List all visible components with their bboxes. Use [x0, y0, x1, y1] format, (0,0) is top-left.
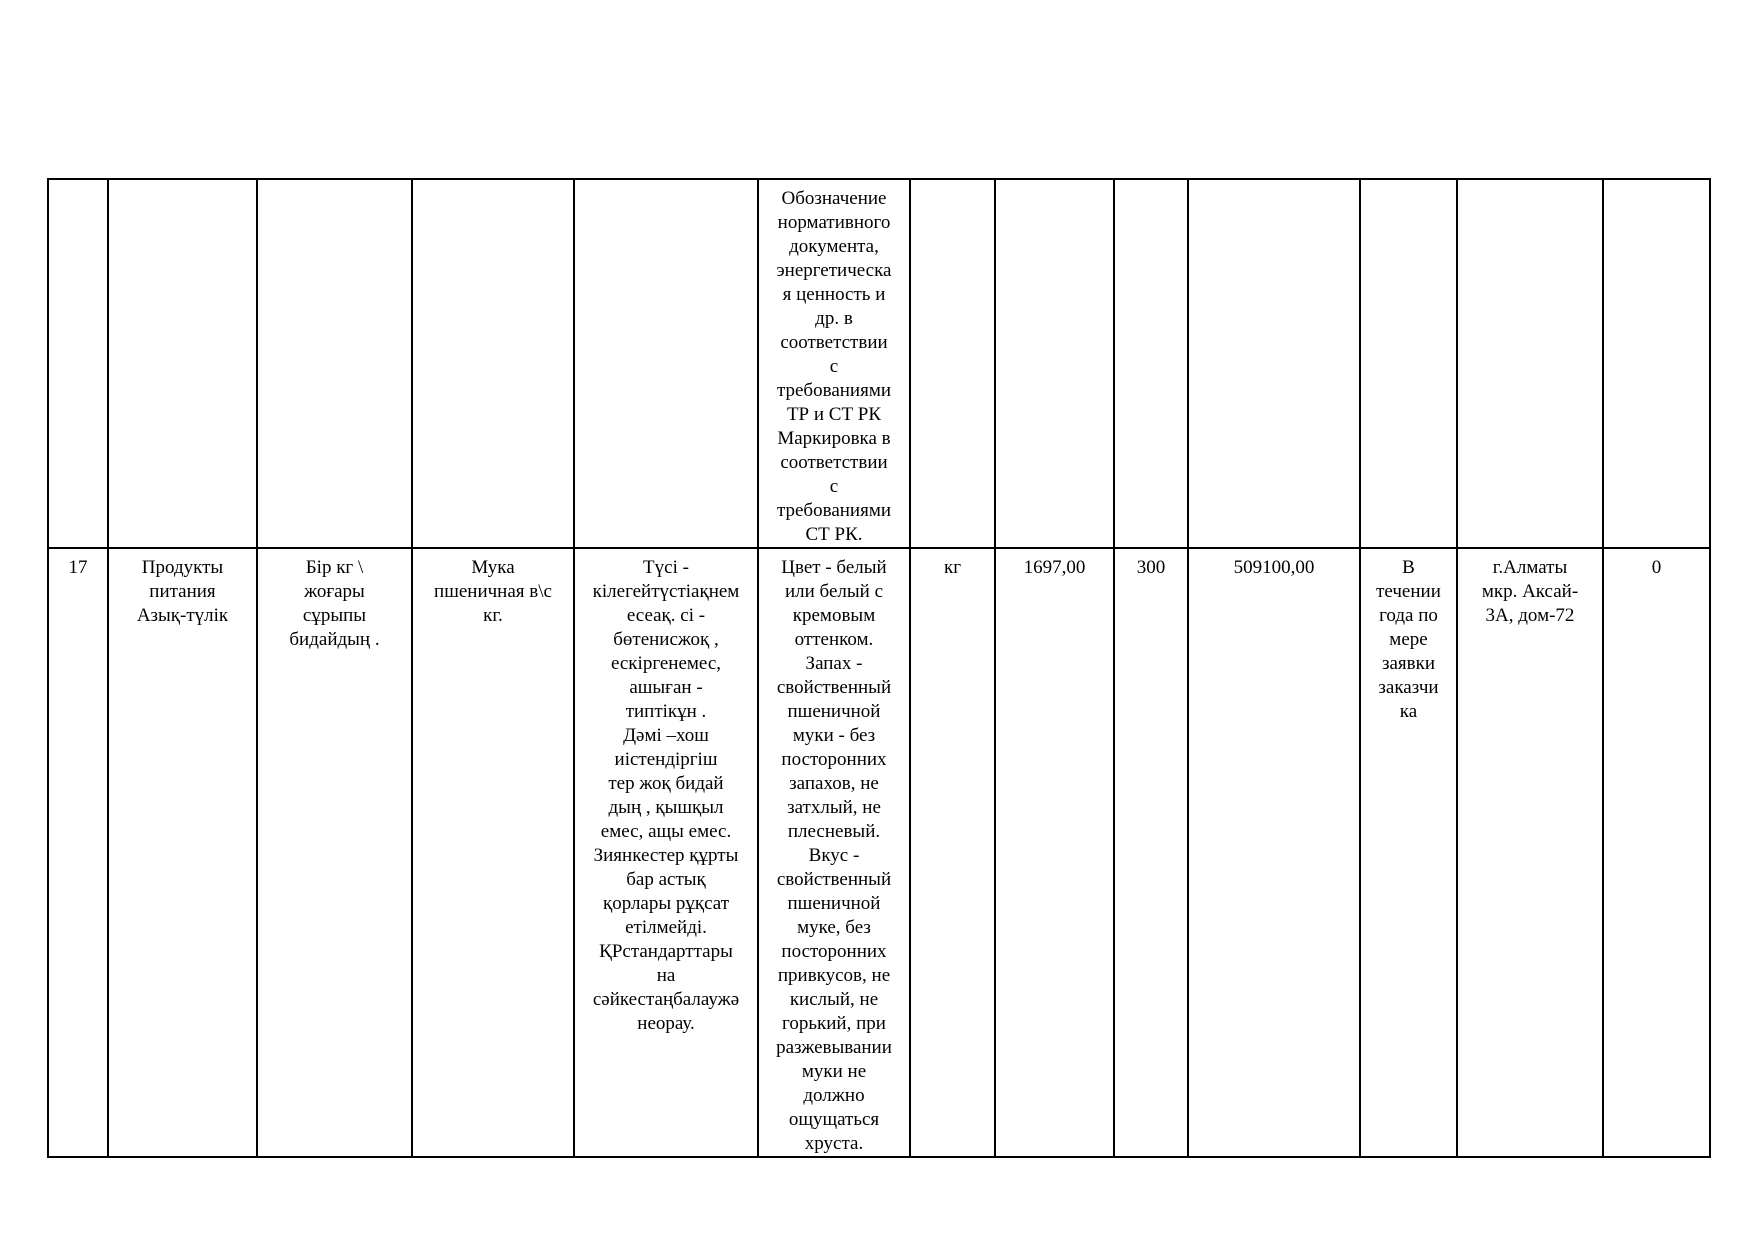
- cell-number: 17: [48, 548, 108, 1157]
- cell-description-kz: [574, 179, 758, 548]
- cell-delivery-time: [1360, 179, 1457, 548]
- cell-quantity: [1114, 179, 1188, 548]
- cell-name-kz: Бір кг \ жоғары сұрыпы бидайдың .: [257, 548, 412, 1157]
- cell-unit: [910, 179, 995, 548]
- cell-delivery-place: [1457, 179, 1603, 548]
- cell-delivery-place: г.Алматы мкр. Аксай- 3А, дом-72: [1457, 548, 1603, 1157]
- cell-quantity: 300: [1114, 548, 1188, 1157]
- cell-name-kz: [257, 179, 412, 548]
- cell-price: [995, 179, 1114, 548]
- cell-category: [108, 179, 257, 548]
- cell-advance: [1603, 179, 1710, 548]
- cell-name-ru: [412, 179, 574, 548]
- cell-category: Продукты питания Азық-түлік: [108, 548, 257, 1157]
- cell-name-ru: Мука пшеничная в\с кг.: [412, 548, 574, 1157]
- cell-description-kz: Түсі - кілегейтүстіақнем есеақ. сі - бөтенисжоқ , ескіргенемес, ашыған - типтікұн . Дәмі –хош иістендіргіш тер жоқ бидай дың , қышқыл емес, ащы емес. Зиянкестер құрты бар астық қорлары рұқсат етілмейді. ҚРстандарттары на сәйкестаңбалаужә неорау.: [574, 548, 758, 1157]
- table-row: [48, 179, 1710, 548]
- cell-advance: 0: [1603, 548, 1710, 1157]
- cell-description-ru: Обозначение нормативного документа, энергетическа я ценность и др. в соответствии с требованиями ТР и СТ РК Маркировка в соответствии с требованиями СТ РК.: [758, 179, 910, 548]
- procurement-table: [47, 178, 1711, 1158]
- cell-description-ru: Цвет - белый или белый с кремовым оттенком. Запах - свойственный пшеничной муки - без посторонних запахов, не затхлый, не плесневый. Вкус - свойственный пшеничной муке, без посторонних привкусов, не кислый, не горький, при разжевывании муки не должно ощущаться хруста.: [758, 548, 910, 1157]
- cell-unit: кг: [910, 548, 995, 1157]
- cell-price: 1697,00: [995, 548, 1114, 1157]
- cell-total: [1188, 179, 1360, 548]
- cell-number: [48, 179, 108, 548]
- table-row: [48, 548, 1710, 1157]
- cell-delivery-time: В течении года по мере заявки заказчи ка: [1360, 548, 1457, 1157]
- cell-total: 509100,00: [1188, 548, 1360, 1157]
